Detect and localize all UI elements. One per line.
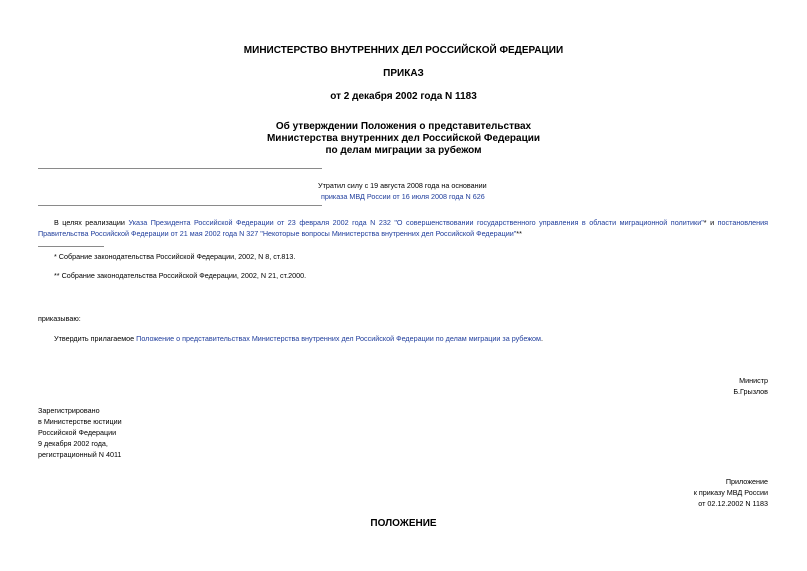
- signature-position: Министр: [739, 376, 768, 385]
- registration-line-5: регистрационный N 4011: [38, 450, 122, 459]
- preamble-prefix: В целях реализации: [54, 218, 125, 227]
- footnote-divider: [38, 246, 104, 247]
- registration-line-3: Российской Федерации: [38, 428, 117, 437]
- doc-title-line-3: по делам миграции за рубежом: [325, 145, 482, 156]
- preamble-mid: * и: [703, 218, 715, 227]
- appendix-line-2: к приказу МВД России: [693, 488, 768, 497]
- appendix-line-3: от 02.12.2002 N 1183: [698, 499, 768, 508]
- doc-type-heading: ПРИКАЗ: [383, 68, 424, 79]
- footnote-1: * Собрание законодательства Российской Федерации, 2002, N 8, ст.813.: [54, 252, 296, 261]
- order-prefix: Утвердить прилагаемое: [54, 334, 135, 343]
- ministry-heading: МИНИСТЕРСТВО ВНУТРЕННИХ ДЕЛ РОССИЙСКОЙ ФЕДЕРАЦИИ: [243, 45, 564, 56]
- registration-line-1: Зарегистрировано: [38, 406, 100, 415]
- appendix-line-1: Приложение: [725, 477, 768, 486]
- status-link[interactable]: приказа МВД России от 16 июля 2008 года N 626: [321, 192, 485, 201]
- preamble-suffix: **: [516, 229, 522, 238]
- divider-status: [38, 205, 322, 206]
- signature-name: Б.Грызлов: [733, 387, 768, 396]
- divider-top: [38, 168, 322, 169]
- regulation-link[interactable]: Положение о представительствах Министерства внутренних дел Российской Федерации по делам миграции за рубежом: [136, 334, 541, 343]
- order-paragraph: [54, 333, 754, 344]
- registration-line-4: 9 декабря 2002 года,: [38, 439, 108, 448]
- status-line: Утратил силу с 19 августа 2008 года на основании: [318, 181, 487, 190]
- resolution-link[interactable]: постановления Правительства Российской Федерации от 21 мая 2002 года N 327 "Некоторые вопросы Министерства внутренних дел Российской Федерации": [38, 218, 769, 238]
- doc-title-line-2: Министерства внутренних дел Российской Федерации: [266, 133, 541, 144]
- doc-title-line-1: Об утверждении Положения о представительствах: [275, 121, 532, 132]
- doc-date-number: от 2 декабря 2002 года N 1183: [330, 91, 477, 102]
- order-label: приказываю:: [38, 314, 81, 323]
- footnote-2: ** Собрание законодательства Российской Федерации, 2002, N 21, ст.2000.: [54, 271, 307, 280]
- section-title: ПОЛОЖЕНИЕ: [370, 518, 437, 529]
- order-suffix: .: [541, 334, 543, 343]
- registration-line-2: в Министерстве юстиции: [38, 417, 122, 426]
- preamble-paragraph: [38, 217, 768, 239]
- decree-link[interactable]: Указа Президента Российской Федерации от 23 февраля 2002 года N 232 "О совершенствовании государственного управления в области миграционной политики": [128, 218, 704, 227]
